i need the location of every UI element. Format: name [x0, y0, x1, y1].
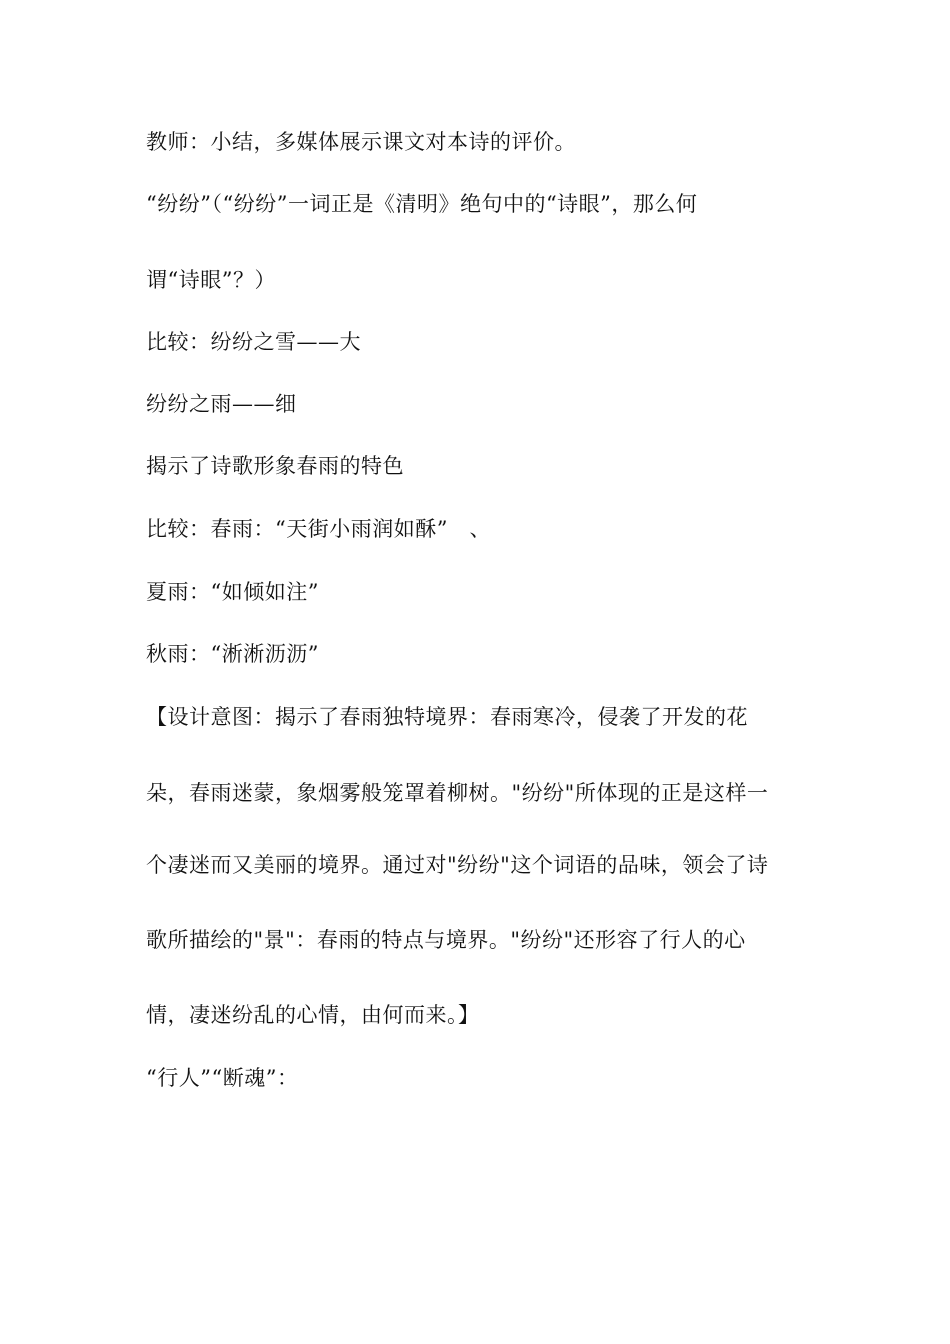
text-line-fenfen-question-cont: 谓“诗眼”？） [146, 268, 276, 292]
text-line-teacher-summary: 教师：小结，多媒体展示课文对本诗的评价。 [146, 130, 576, 154]
text-line-traveler-soul: “行人”“断魂”： [146, 1066, 299, 1090]
text-line-design-intent-1: 【设计意图：揭示了春雨独特境界：春雨寒冷，侵袭了开发的花 [146, 705, 748, 729]
text-line-summer-rain: 夏雨：“如倾如注” [146, 580, 319, 604]
text-line-design-intent-4: 歌所描绘的"景"：春雨的特点与境界。"纷纷"还形容了行人的心 [146, 928, 746, 952]
text-line-autumn-rain: 秋雨：“淅淅沥沥” [146, 642, 319, 666]
text-line-spring-rain: 比较：春雨：“天街小雨润如酥” 、 [146, 517, 491, 541]
text-line-compare-snow: 比较：纷纷之雪——大 [146, 330, 361, 354]
text-line-design-intent-3: 个凄迷而又美丽的境界。通过对"纷纷"这个词语的品味，领会了诗 [146, 853, 769, 877]
text-line-design-intent-2: 朵，春雨迷蒙，象烟雾般笼罩着柳树。"纷纷"所体现的正是这样一 [146, 781, 769, 805]
text-line-fenfen-question: “纷纷”（“纷纷”一词正是《清明》绝句中的“诗眼”，那么何 [146, 192, 698, 216]
text-line-compare-rain: 纷纷之雨——细 [146, 392, 297, 416]
text-line-reveal-feature: 揭示了诗歌形象春雨的特色 [146, 454, 404, 478]
text-line-design-intent-5: 情，凄迷纷乱的心情，由何而来。】 [146, 1003, 480, 1027]
